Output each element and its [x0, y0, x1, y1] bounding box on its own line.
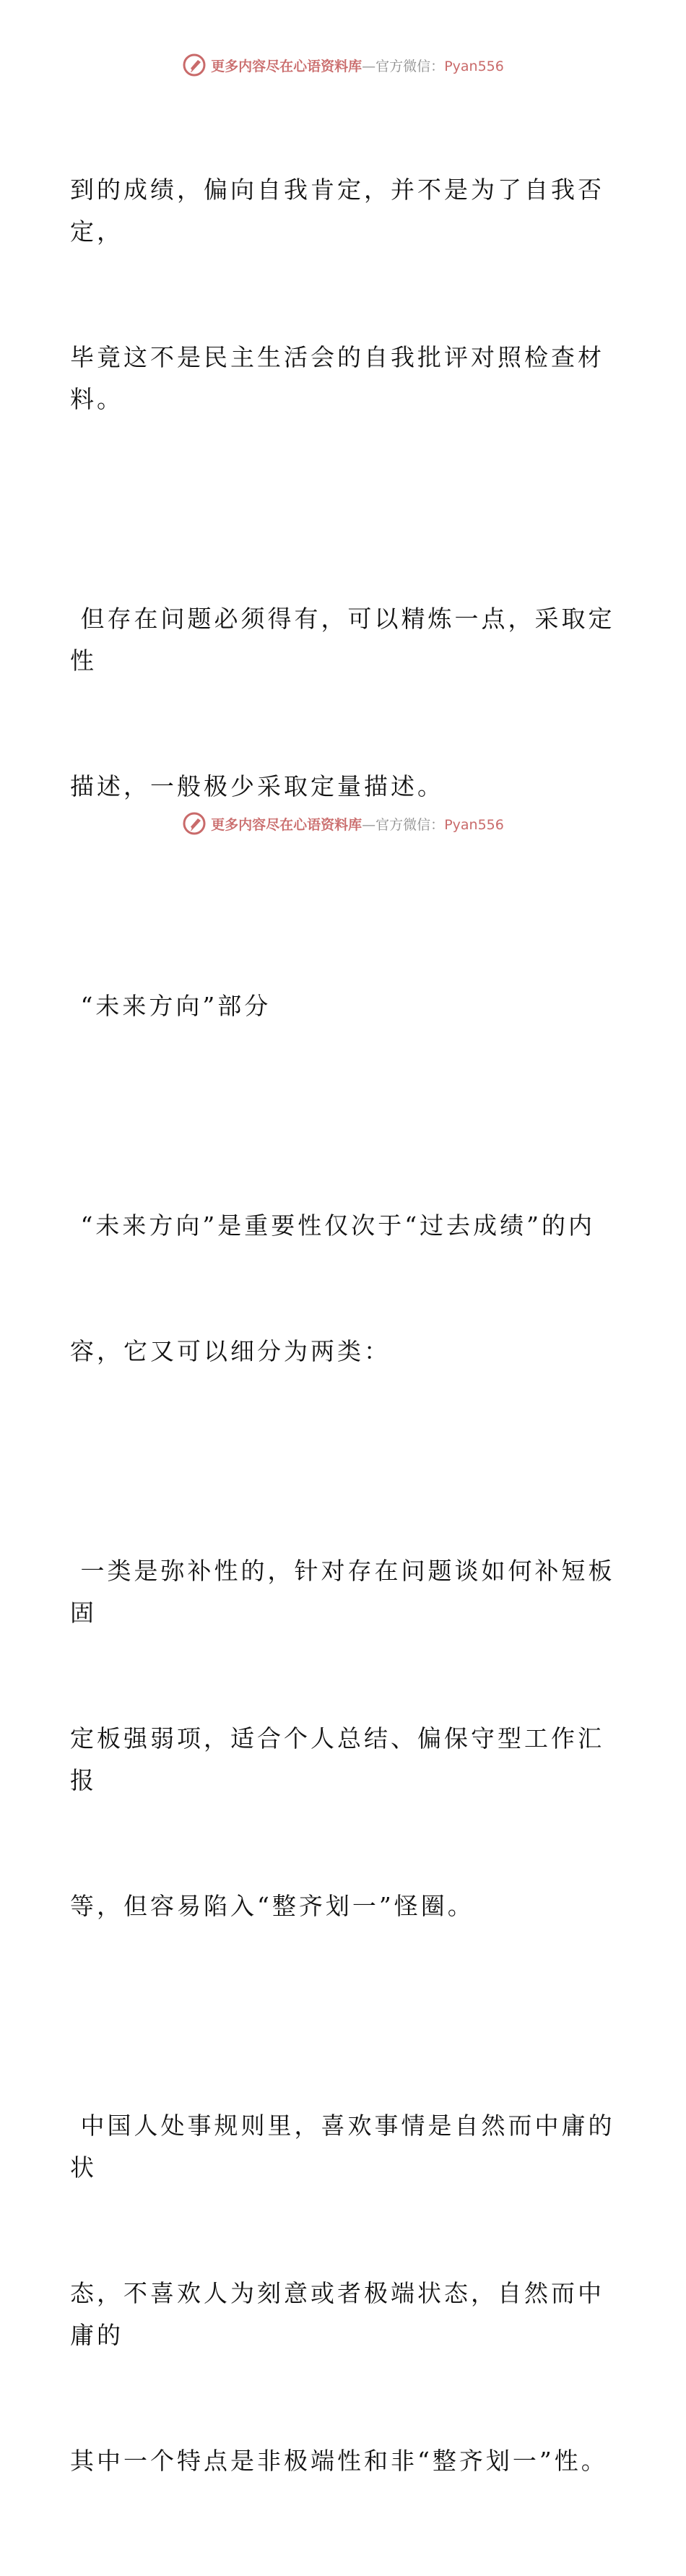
text-line: 毕竟这不是民主生活会的自我批评对照检查材料。: [70, 343, 604, 413]
watermark-id: Pyan556: [444, 816, 504, 833]
text-line: 但存在问题必须得有，可以精炼一点，采取定性: [70, 605, 615, 675]
pen-circle-logo-icon: [182, 53, 207, 77]
text-line: 其中一个特点是非极端性和非“整齐划一”性。: [70, 2447, 608, 2475]
text-line: 中国人处事规则里，喜欢事情是自然而中庸的状: [70, 2112, 615, 2182]
text-line: 一类是弥补性的，针对存在问题谈如何补短板固: [70, 1557, 615, 1627]
section-heading: [70, 902, 619, 1111]
paragraph: [70, 1121, 619, 1456]
watermark-cn: 更多内容尽在心语资料库: [211, 58, 362, 74]
text-line: 等，但容易陷入“整齐划一”怪圈。: [70, 1892, 474, 1920]
pen-circle-logo-icon: [182, 811, 207, 836]
text-line: 描述，一般极少采取定量描述。: [70, 772, 444, 800]
watermark-label: 官方微信：: [375, 58, 445, 74]
text-line: “未来方向”部分: [70, 992, 272, 1020]
watermark-label: 官方微信：: [375, 816, 445, 833]
watermark-cn: 更多内容尽在心语资料库: [211, 816, 362, 833]
watermark-text: [211, 56, 504, 75]
text-line: 容，它又可以细分为两类：: [70, 1337, 391, 1365]
text-line: 到的成绩，偏向自我肯定，并不是为了自我否定，: [70, 176, 604, 246]
text-line: 定板强弱项，适合个人总结、偏保守型工作汇报: [70, 1724, 604, 1794]
text-line: 态，不喜欢人为刻意或者极端状态，自然而中庸的: [70, 2279, 604, 2349]
watermark-id: Pyan556: [444, 58, 504, 74]
body-content: [70, 85, 619, 2576]
watermark-text: [211, 814, 504, 834]
watermark-dash: —: [362, 58, 376, 74]
footer-watermark: [0, 809, 686, 838]
watermark-dash: —: [362, 816, 376, 833]
paragraph: [70, 2021, 619, 2566]
text-line: “未来方向”是重要性仅次于“过去成绩”的内: [70, 1211, 595, 1240]
paragraph: [70, 85, 619, 504]
paragraph: [70, 1466, 619, 2011]
header-watermark: [0, 51, 686, 79]
